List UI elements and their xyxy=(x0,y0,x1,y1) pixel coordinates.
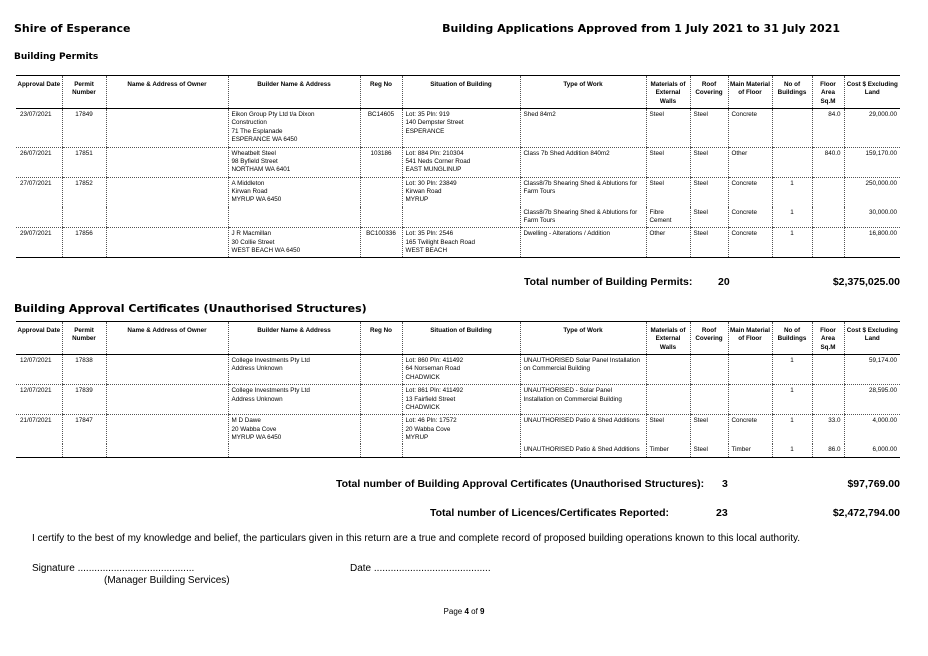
floor-material-cell xyxy=(728,355,772,385)
type-of-work-cell: Shed 84m2 xyxy=(520,109,646,147)
builder-line: MYRUP WA 6450 xyxy=(231,433,282,441)
page-total: 9 xyxy=(480,607,485,616)
header-row xyxy=(16,76,900,109)
permit-number-cell: 17838 xyxy=(62,355,106,385)
situation-cell xyxy=(402,147,520,177)
report-title: Building Applications Approved from 1 July 2021 to 31 July 2021 xyxy=(442,22,840,35)
builder-line: M D Dawe xyxy=(231,417,261,425)
floor-material-cell: Concrete xyxy=(728,177,772,207)
builder-line: College Investments Pty Ltd xyxy=(231,387,310,395)
builder-cell xyxy=(228,385,360,415)
reg-no-cell: BC14605 xyxy=(360,109,402,147)
cost-cell: 29,000.00 xyxy=(844,109,900,147)
col-header-permit-number: Permit Number xyxy=(62,322,106,355)
external-walls-cell xyxy=(646,355,690,385)
no-of-buildings-cell xyxy=(772,147,812,177)
roof-covering-cell: Steel xyxy=(690,228,728,258)
situation-cell xyxy=(402,415,520,445)
builder-line: College Investments Pty Ltd xyxy=(231,357,310,365)
permits-total-value: $2,375,025.00 xyxy=(832,276,900,288)
builder-line: Address Unknown xyxy=(231,395,283,403)
col-header-floor-material: Main Material of Floor xyxy=(728,322,772,355)
floor-area-cell: 86.0 xyxy=(812,444,844,457)
owner-cell xyxy=(106,207,228,228)
builder-line: 30 Collie Street xyxy=(231,238,275,246)
approval-date-cell xyxy=(16,444,62,457)
table-row xyxy=(16,147,900,177)
org-name: Shire of Esperance xyxy=(14,22,131,35)
reg-no-cell: 103186 xyxy=(360,147,402,177)
reg-no-cell xyxy=(360,415,402,445)
permits-table xyxy=(16,75,900,258)
col-header-type-of-work: Type of Work xyxy=(520,76,646,109)
table-row xyxy=(16,109,900,147)
permits-total-count: 20 xyxy=(718,276,730,288)
cost-cell: 250,000.00 xyxy=(844,177,900,207)
approval-date-cell: 21/07/2021 xyxy=(20,417,52,425)
col-header-situation: Situation of Building xyxy=(402,76,520,109)
builder-line: Wheatbelt Steel xyxy=(231,149,276,157)
builder-cell xyxy=(228,444,360,457)
situation-line: 13 Fairfield Street xyxy=(405,395,456,403)
col-header-no-of-buildings: No of Buildings xyxy=(772,322,812,355)
no-of-buildings-cell: 1 xyxy=(772,415,812,445)
external-walls-cell: Steel xyxy=(646,177,690,207)
col-header-owner: Name & Address of Owner xyxy=(106,322,228,355)
roof-covering-cell xyxy=(690,355,728,385)
situation-line: 165 Twilight Beach Road xyxy=(405,238,476,246)
cost-cell: 59,174.00 xyxy=(844,355,900,385)
floor-area-cell xyxy=(812,207,844,228)
permits-total-label: Total number of Building Permits: xyxy=(524,276,693,288)
situation-line: Lot: 35 Pln: 2546 xyxy=(405,230,454,238)
certificates-heading: Building Approval Certificates (Unauthorised Structures) xyxy=(14,302,367,315)
cost-cell: 159,170.00 xyxy=(844,147,900,177)
col-header-reg-no: Reg No xyxy=(360,76,402,109)
table-row xyxy=(16,415,900,445)
approval-date-cell: 26/07/2021 xyxy=(16,147,62,177)
builder-cell xyxy=(228,355,360,385)
col-header-external-walls: Materials of External Walls xyxy=(646,322,690,355)
roof-covering-cell: Steel xyxy=(690,207,728,228)
floor-material-cell xyxy=(728,385,772,415)
floor-material-cell: Other xyxy=(728,147,772,177)
col-header-external-walls: Materials of External Walls xyxy=(646,76,690,109)
situation-cell xyxy=(402,228,520,258)
type-of-work-cell: Class8/7b Shearing Shed & Ablutions for Farm Tours xyxy=(520,177,646,207)
cost-cell: 6,000.00 xyxy=(844,444,900,457)
certificates-total-label: Total number of Building Approval Certificates (Unauthorised Structures): xyxy=(336,478,705,490)
situation-line: Lot: 35 Pln: 919 xyxy=(405,111,450,119)
cost-cell: 16,800.00 xyxy=(844,228,900,258)
permit-number-cell: 17852 xyxy=(62,177,106,207)
situation-line: CHADWICK xyxy=(405,373,440,381)
builder-cell xyxy=(228,228,360,258)
situation-line: 20 Wabba Cove xyxy=(405,425,451,433)
situation-line: 64 Norseman Road xyxy=(405,365,461,373)
approval-date-cell: 23/07/2021 xyxy=(16,109,62,147)
situation-cell xyxy=(402,177,520,207)
builder-line: ESPERANCE WA 6450 xyxy=(231,136,298,144)
col-header-floor-area: Floor Area Sq.M xyxy=(812,322,844,355)
roof-covering-cell: Steel xyxy=(690,177,728,207)
reg-no-cell xyxy=(360,207,402,228)
owner-cell xyxy=(106,177,228,207)
external-walls-cell xyxy=(646,385,690,415)
header-row xyxy=(16,322,900,355)
col-header-approval-date: Approval Date xyxy=(16,322,62,355)
floor-area-cell: 33.0 xyxy=(812,415,844,445)
roof-covering-cell: Steel xyxy=(690,109,728,147)
col-header-approval-date: Approval Date xyxy=(16,76,62,109)
signature-role: (Manager Building Services) xyxy=(104,575,230,586)
table-row xyxy=(16,228,900,258)
floor-area-cell xyxy=(812,385,844,415)
approval-date-cell: 27/07/2021 xyxy=(20,179,52,187)
no-of-buildings-cell: 1 xyxy=(772,444,812,457)
permit-number-cell: 17856 xyxy=(62,228,106,258)
certificates-total-count: 3 xyxy=(722,478,728,490)
builder-cell xyxy=(228,207,360,228)
grand-total-label: Total number of Licences/Certificates Reported: xyxy=(430,507,670,519)
certificates-table xyxy=(16,321,900,458)
permit-number-cell: 17849 xyxy=(62,109,106,147)
cost-cell: 28,595.00 xyxy=(844,385,900,415)
page-sep: of xyxy=(468,607,481,616)
approval-date-cell: 29/07/2021 xyxy=(16,228,62,258)
page-number xyxy=(0,607,928,616)
external-walls-cell: Steel xyxy=(646,109,690,147)
builder-line: MYRUP WA 6450 xyxy=(231,196,282,204)
owner-cell xyxy=(106,385,228,415)
col-header-roof-covering: Roof Covering xyxy=(690,76,728,109)
type-of-work-cell: Dwelling - Alterations / Addition xyxy=(520,228,646,258)
approval-date-cell: 12/07/2021 xyxy=(16,385,62,415)
type-of-work-cell: Class8/7b Shearing Shed & Ablutions for Farm Tours xyxy=(520,207,646,228)
situation-line: ESPERANCE xyxy=(405,127,445,135)
table-row xyxy=(16,207,900,228)
roof-covering-cell: Steel xyxy=(690,444,728,457)
external-walls-cell: Other xyxy=(646,228,690,258)
builder-cell xyxy=(228,147,360,177)
situation-line: EAST MUNGLINUP xyxy=(405,166,462,174)
col-header-type-of-work: Type of Work xyxy=(520,322,646,355)
col-header-floor-material: Main Material of Floor xyxy=(728,76,772,109)
builder-line: WEST BEACH WA 6450 xyxy=(231,247,301,255)
situation-line: Lot: 861 Pln: 411492 xyxy=(405,387,464,395)
situation-line: Kirwan Road xyxy=(405,187,442,195)
situation-line: MYRUP xyxy=(405,433,429,441)
floor-area-cell xyxy=(812,355,844,385)
situation-cell xyxy=(402,444,520,457)
external-walls-cell: Steel xyxy=(646,415,690,445)
situation-line: MYRUP xyxy=(405,196,429,204)
col-header-permit-number: Permit Number xyxy=(62,76,106,109)
situation-line: Lot: 884 Pln: 210304 xyxy=(405,149,464,157)
col-header-cost: Cost $ Excluding Land xyxy=(844,76,900,109)
owner-cell xyxy=(106,109,228,147)
table-row xyxy=(16,355,900,385)
reg-no-cell xyxy=(360,177,402,207)
permit-number-cell xyxy=(62,207,106,228)
external-walls-cell: Steel xyxy=(646,147,690,177)
external-walls-cell: Fibre Cement xyxy=(646,207,690,228)
builder-cell xyxy=(228,109,360,147)
col-header-situation: Situation of Building xyxy=(402,322,520,355)
no-of-buildings-cell: 1 xyxy=(772,355,812,385)
situation-cell xyxy=(402,355,520,385)
table-row xyxy=(16,444,900,457)
situation-line: Lot: 860 Pln: 411492 xyxy=(405,357,464,365)
no-of-buildings-cell: 1 xyxy=(772,228,812,258)
situation-line: WEST BEACH xyxy=(405,247,448,255)
no-of-buildings-cell: 1 xyxy=(772,207,812,228)
builder-cell xyxy=(228,177,360,207)
col-header-no-of-buildings: No of Buildings xyxy=(772,76,812,109)
external-walls-cell: Timber xyxy=(646,444,690,457)
owner-cell xyxy=(106,415,228,445)
situation-line: Lot: 30 Pln: 23849 xyxy=(405,179,457,187)
floor-material-cell: Concrete xyxy=(728,207,772,228)
floor-material-cell: Concrete xyxy=(728,109,772,147)
roof-covering-cell: Steel xyxy=(690,147,728,177)
builder-line: 20 Wabba Cove xyxy=(231,425,277,433)
builder-line: 98 Byfield Street xyxy=(231,157,278,165)
signature-line: Signature .......................................... xyxy=(32,563,195,574)
floor-area-cell: 840.0 xyxy=(812,147,844,177)
col-header-reg-no: Reg No xyxy=(360,322,402,355)
table-row xyxy=(16,385,900,415)
permit-number-cell xyxy=(62,444,106,457)
type-of-work-cell: UNAUTHORISED - Solar Panel Installation on Commercial Building xyxy=(520,385,646,415)
floor-material-cell: Timber xyxy=(728,444,772,457)
owner-cell xyxy=(106,147,228,177)
type-of-work-cell: UNAUTHORISED Patio & Shed Additions xyxy=(520,444,646,457)
certificates-total-value: $97,769.00 xyxy=(847,478,900,490)
approval-date-cell: 12/07/2021 xyxy=(16,355,62,385)
type-of-work-cell: UNAUTHORISED Patio & Shed Additions xyxy=(520,415,646,445)
situation-line: Lot: 46 Pln: 17572 xyxy=(405,417,457,425)
col-header-roof-covering: Roof Covering xyxy=(690,322,728,355)
col-header-floor-area: Floor Area Sq.M xyxy=(812,76,844,109)
situation-cell xyxy=(402,109,520,147)
builder-cell xyxy=(228,415,360,445)
permits-heading: Building Permits xyxy=(14,52,99,62)
floor-area-cell xyxy=(812,228,844,258)
permit-number-cell: 17839 xyxy=(62,385,106,415)
col-header-owner: Name & Address of Owner xyxy=(106,76,228,109)
date-line: Date .......................................... xyxy=(350,563,491,574)
roof-covering-cell: Steel xyxy=(690,415,728,445)
floor-material-cell: Concrete xyxy=(728,415,772,445)
builder-line: J R Macmillan xyxy=(231,230,272,238)
certification-statement: I certify to the best of my knowledge and belief, the particulars given in this return are a true and complete record of proposed building operations known to this local authority. xyxy=(32,533,801,544)
cost-cell: 30,000.00 xyxy=(844,207,900,228)
no-of-buildings-cell: 1 xyxy=(772,385,812,415)
builder-line: A Middleton xyxy=(231,179,265,187)
page-current: 4 xyxy=(464,607,469,616)
owner-cell xyxy=(106,228,228,258)
reg-no-cell: BC100336 xyxy=(360,228,402,258)
table-row xyxy=(16,177,900,207)
page-prefix: Page xyxy=(443,607,465,616)
grand-total-count: 23 xyxy=(716,507,728,519)
builder-line: Kirwan Road xyxy=(231,187,268,195)
owner-cell xyxy=(106,444,228,457)
col-header-builder: Builder Name & Address xyxy=(228,322,360,355)
situation-cell xyxy=(402,385,520,415)
approval-date-cell xyxy=(16,207,62,228)
grand-total-value: $2,472,794.00 xyxy=(832,507,900,519)
builder-line: Construction xyxy=(231,119,267,127)
floor-area-cell: 84.0 xyxy=(812,109,844,147)
permit-number-cell: 17851 xyxy=(62,147,106,177)
reg-no-cell xyxy=(360,355,402,385)
floor-material-cell: Concrete xyxy=(728,228,772,258)
roof-covering-cell xyxy=(690,385,728,415)
situation-line: CHADWICK xyxy=(405,403,440,411)
builder-line: Eikon Group Pty Ltd t/a Dixon xyxy=(231,111,315,119)
no-of-buildings-cell: 1 xyxy=(772,177,812,207)
situation-cell xyxy=(402,207,520,228)
floor-area-cell xyxy=(812,177,844,207)
permit-number-cell: 17847 xyxy=(62,415,106,445)
col-header-builder: Builder Name & Address xyxy=(228,76,360,109)
situation-line: 541 Neds Corner Road xyxy=(405,157,471,165)
builder-line: Address Unknown xyxy=(231,365,283,373)
no-of-buildings-cell xyxy=(772,109,812,147)
col-header-cost: Cost $ Excluding Land xyxy=(844,322,900,355)
cost-cell: 4,000.00 xyxy=(844,415,900,445)
type-of-work-cell: UNAUTHORISED Solar Panel Installation on Commercial Building xyxy=(520,355,646,385)
reg-no-cell xyxy=(360,385,402,415)
type-of-work-cell: Class 7b Shed Addition 840m2 xyxy=(520,147,646,177)
reg-no-cell xyxy=(360,444,402,457)
situation-line: 140 Dempster Street xyxy=(405,119,464,127)
builder-line: NORTHAM WA 6401 xyxy=(231,166,291,174)
builder-line: 71 The Esplanade xyxy=(231,127,283,135)
owner-cell xyxy=(106,355,228,385)
